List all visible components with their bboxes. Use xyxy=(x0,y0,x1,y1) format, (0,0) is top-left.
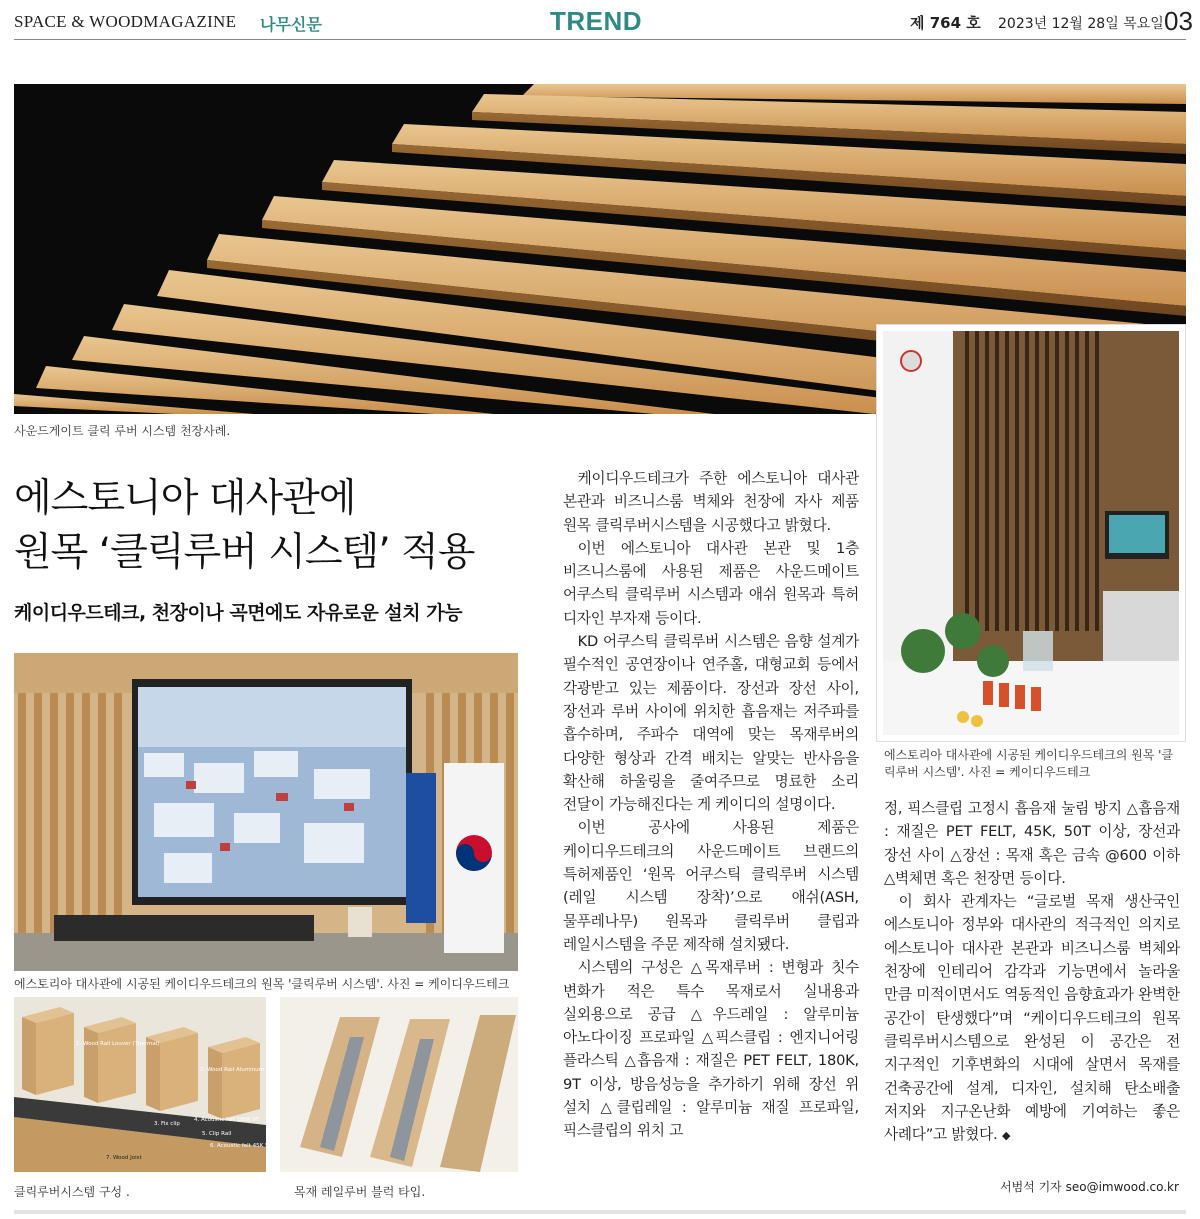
body-column-1 xyxy=(563,467,859,1143)
paragraph: 시스템의 구성은 △목재루버 : 변형과 칫수 변화가 적은 특수 목재로서 실내용과 실외용으로 공급 △우드레일 : 알루미늄 아노다이징 프로파일 △픽스클립 : 엔지니어링 플라스틱 △흡음재 : 재질은 PET FELT, 180K, 9T 이상, 방음성능을 추가하기 위해 장선 위 설치 △클립레일 : 알루미늄 재질 프로파일, 픽스클립의 위치 고 xyxy=(563,959,859,1140)
diagram-label-3: 3. Fix clip xyxy=(154,1121,180,1127)
end-mark: ◆ xyxy=(1001,1129,1011,1143)
byline: 서범석 기자 seo@imwood.co.kr xyxy=(1000,1180,1179,1194)
diagram-label-2: 2. Wood Rail Aluminum xyxy=(200,1067,264,1073)
louver-diagram-caption: 클릭루버시스템 구성 . xyxy=(14,1185,130,1199)
embassy-room-caption: 에스토리아 대사관에 시공된 케이디우드테크의 원목 '클릭루버 시스템'. 사진 = 케이디우드테크 xyxy=(14,977,510,991)
hero-caption: 사운드게이트 클릭 루버 시스템 천장사례. xyxy=(14,424,231,438)
footer-rule xyxy=(14,1210,1186,1214)
rail-louver-photo xyxy=(280,997,518,1172)
paragraph-continued: 정, 픽스클립 고정시 흡음재 눌림 방지 △흡음재 : 재질은 PET FELT, 45K, 50T 이상, 장선과 장선 사이 △장선 : 목재 혹은 금속 @600 이하 △벽체면 혹은 천장면 등이다. xyxy=(884,800,1180,887)
paragraph: 이번 공사에 사용된 제품은 케이디우드테크의 사운드메이트 브랜드의 특허제품인 ‘원목 어쿠스틱 클릭루버 시스템(레일 시스템 장착)’으로 애쉬(ASH, 물푸레나무) 원목과 클릭루버 클립과 레일시스템을 주문 제작해 설치됐다. xyxy=(563,819,859,953)
diagram-label-5: 5. Clip Rail xyxy=(202,1131,232,1137)
business-room-photo xyxy=(876,324,1186,742)
page-number: 03 xyxy=(1164,6,1193,36)
magazine-name: SPACE & WOODMAGAZINE xyxy=(14,12,237,31)
louver-system-diagram xyxy=(14,997,276,1172)
paragraph: KD 어쿠스틱 클릭루버 시스템은 음향 설계가 필수적인 공연장이나 연주홀, 대형교회 등에서 각광받고 있는 제품이다. 장선과 장선 사이, 장선과 루버 사이에 위치한 흡음재는 저주파를 흡수하며, 주파수 대역에 맞는 목재루버의 다양한 형상과 간격 배치는 알맞는 반사음을 확산해 하울링을 줄여주므로 명료한 소리 전달이 가능해진다는 게 케이디의 설명이다. xyxy=(563,633,859,814)
paragraph: 이번 에스토니아 대사관 본관 및 1층 비즈니스룸에 사용된 제품은 사운드메이트 어쿠스틱 클릭루버 시스템과 애쉬 원목과 특허 디자인 부자재 등이다. xyxy=(563,539,859,627)
diagram-label-6: 6. Acoustic felt 45K 50T xyxy=(210,1143,276,1149)
header-rule xyxy=(14,39,1186,40)
embassy-room-photo xyxy=(14,653,518,971)
diagram-label-4: 4. Acoustic felt 180K 9T xyxy=(194,1117,260,1123)
masthead xyxy=(14,6,1193,38)
body-column-2 xyxy=(884,797,1180,1147)
section-title: TREND xyxy=(550,6,643,36)
headline xyxy=(14,472,534,580)
paragraph: 이 회사 관계자는 “글로벌 목재 생산국인 에스토니아 정부와 대사관의 적극적인 의지로 에스토니아 대사관 본관과 비즈니스룸 벽체와 천장에 인테리어 감각과 기능면에서 놀라울 만큼 미적이면서도 역동적인 음향효과가 완벽한 공간이 탄생했다”며 “케이디우드테크의 원목 클릭루버시스템으로 완성된 이 공간은 전 지구적인 기후변화의 시대에 살면서 목재를 건축공간에 설계, 디자인, 설치해 탄소배출 저지와 지구온난화 예방에 기여하는 좋은 사례다”고 밝혔다. ◆ xyxy=(884,893,1180,1144)
paper-name: 나무신문 xyxy=(260,15,322,34)
rail-louver-caption: 목재 레일루버 블럭 타입. xyxy=(294,1185,426,1199)
headline-line-1: 에스토니아 대사관에 xyxy=(14,476,356,521)
paragraph: 케이디우드테크가 주한 에스토니아 대사관 본관과 비즈니스룸 벽체와 천장에 자사 제품 원목 클릭루버시스템을 시공했다고 밝혔다. xyxy=(563,470,859,534)
diagram-label-1: 1. Wood Rail Louver (Thermal) xyxy=(76,1041,160,1047)
subheadline: 케이디우드테크, 천장이나 곡면에도 자유로운 설치 가능 xyxy=(14,602,462,624)
issue-number: 제 764 호 xyxy=(910,14,981,32)
issue-date: 2023년 12월 28일 목요일 xyxy=(998,16,1164,32)
business-room-caption: 에스토리아 대사관에 시공된 케이디우드테크의 원목 '클릭루버 시스템'. 사진 = 케이디우드테크 xyxy=(884,748,1173,779)
headline-line-2: 원목 ‘클릭루버 시스템’ 적용 xyxy=(14,530,475,575)
diagram-label-7: 7. Wood Joist xyxy=(106,1155,142,1161)
